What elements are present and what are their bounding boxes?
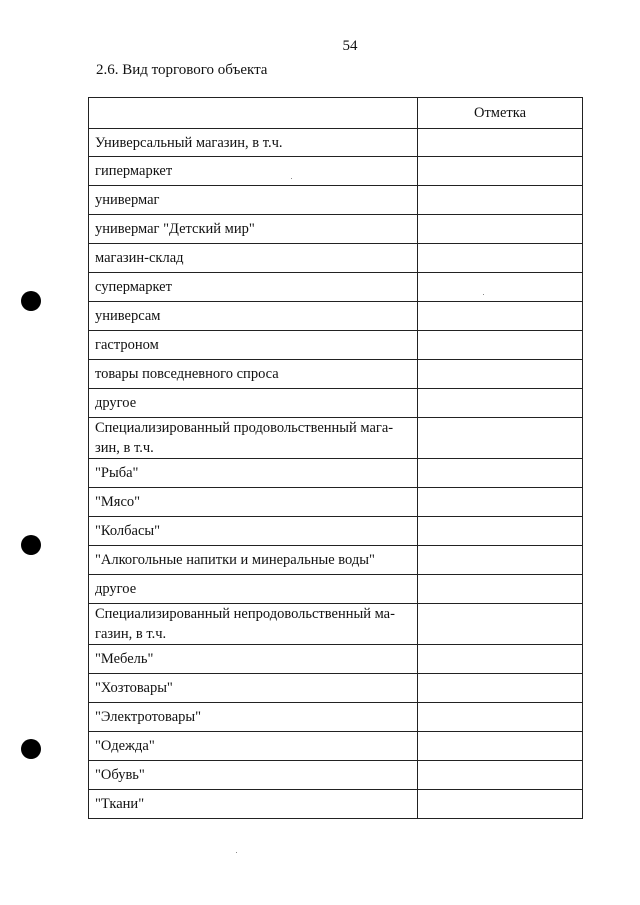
row-label-cell: гастроном [89,331,418,360]
table-row [89,129,583,157]
row-mark-cell[interactable] [418,732,583,761]
row-mark-cell[interactable] [418,575,583,604]
section-title: 2.6. Вид торгового объекта [96,62,268,78]
punch-hole-bottom [21,739,41,759]
row-mark-cell[interactable] [418,186,583,215]
row-label-cell: товары повседневного спроса [89,360,418,389]
row-mark-cell[interactable] [418,244,583,273]
row-label-cell: "Обувь" [89,761,418,790]
row-mark-cell[interactable] [418,674,583,703]
table-row [89,517,583,546]
row-label-cell: супермаркет [89,273,418,302]
table-row [89,703,583,732]
row-label-cell: другое [89,575,418,604]
row-label-cell: универсам [89,302,418,331]
table-row [89,732,583,761]
table-row [89,186,583,215]
table-row [89,459,583,488]
row-mark-cell[interactable] [418,302,583,331]
punch-hole-top [21,291,41,311]
punch-hole-middle [21,535,41,555]
table-row [89,488,583,517]
scan-speck [236,852,237,853]
row-label-cell: Специализированный продовольственный мага-зин, в т.ч. [89,418,418,459]
table-row [89,331,583,360]
row-label-cell: Специализированный непродовольственный ма-газин, в т.ч. [89,604,418,645]
table-row [89,418,583,459]
row-label-cell: "Ткани" [89,790,418,819]
row-mark-cell[interactable] [418,418,583,459]
table-row [89,761,583,790]
row-mark-cell[interactable] [418,331,583,360]
table-row [89,273,583,302]
row-mark-cell[interactable] [418,129,583,157]
row-mark-cell[interactable] [418,389,583,418]
header-mark-cell: Отметка [418,98,583,129]
row-mark-cell[interactable] [418,215,583,244]
row-mark-cell[interactable] [418,790,583,819]
table-row [89,674,583,703]
table-row [89,157,583,186]
table-row [89,389,583,418]
row-label-cell: "Хозтовары" [89,674,418,703]
row-mark-cell[interactable] [418,488,583,517]
row-label-cell: магазин-склад [89,244,418,273]
row-label-cell: "Электротовары" [89,703,418,732]
page-number: 54 [342,38,358,54]
row-label-cell: универмаг [89,186,418,215]
table-row [89,244,583,273]
row-mark-cell[interactable] [418,273,583,302]
row-label-cell: "Одежда" [89,732,418,761]
row-label-cell: универмаг "Детский мир" [89,215,418,244]
row-mark-cell[interactable] [418,517,583,546]
row-label-cell: "Мясо" [89,488,418,517]
table-row [89,215,583,244]
row-label-cell: Универсальный магазин, в т.ч. [89,129,418,157]
row-mark-cell[interactable] [418,604,583,645]
table-row [89,790,583,819]
table-row [89,302,583,331]
row-mark-cell[interactable] [418,546,583,575]
row-label-cell: гипермаркет [89,157,418,186]
row-mark-cell[interactable] [418,157,583,186]
table-row [89,575,583,604]
table-row [89,604,583,645]
row-label-cell: другое [89,389,418,418]
trade-object-type-table [88,97,583,819]
row-label-cell: "Колбасы" [89,517,418,546]
row-mark-cell[interactable] [418,645,583,674]
row-mark-cell[interactable] [418,761,583,790]
table-row [89,645,583,674]
table-header-row [89,98,583,129]
row-mark-cell[interactable] [418,360,583,389]
table-row [89,546,583,575]
table-body [89,129,583,819]
row-mark-cell[interactable] [418,703,583,732]
row-label-cell: "Алкогольные напитки и минеральные воды" [89,546,418,575]
table-row [89,360,583,389]
row-label-cell: "Рыба" [89,459,418,488]
header-name-cell [89,98,418,129]
row-label-cell: "Мебель" [89,645,418,674]
row-mark-cell[interactable] [418,459,583,488]
